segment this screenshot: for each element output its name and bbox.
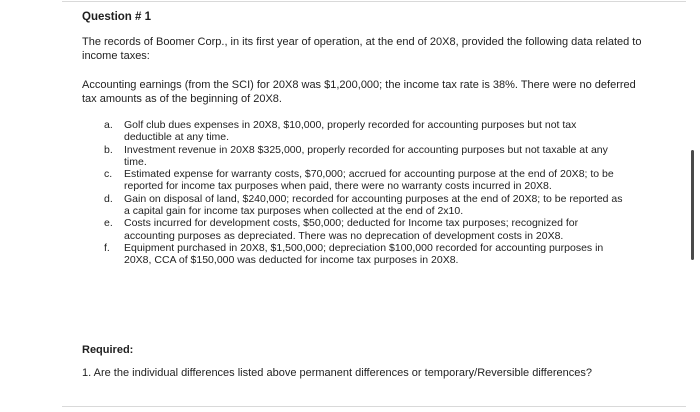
list-item-text: Gain on disposal of land, $240,000; recorded for accounting purposes at the end of 20X8; to be reported as a capital gain for income tax purposes when collected at the end of 2x10. xyxy=(124,192,623,218)
bottom-divider xyxy=(62,406,686,407)
list-item xyxy=(104,168,624,193)
question-title: Question # 1 xyxy=(82,11,152,23)
required-question: 1. Are the individual differences listed above permanent differences or temporary/Reversible differences? xyxy=(82,367,592,379)
list-item xyxy=(104,119,624,144)
list-item-text: Estimated expense for warranty costs, $70,000; accrued for accounting purpose at the end of 20X8; to be reported for income tax purposes when paid, there were no warranty costs incurred in 20X8. xyxy=(124,168,614,193)
list-item xyxy=(104,217,624,242)
list-marker: a. xyxy=(104,119,113,131)
list-item-text: Equipment purchased in 20X8, $1,500,000; depreciation $100,000 recorded for accounting purposes in 20X8, CCA of $150,000 was deducted for income tax purposes in 20X8. xyxy=(124,241,604,267)
list-item xyxy=(104,242,624,267)
top-divider xyxy=(62,1,686,2)
list-marker: b. xyxy=(104,143,113,156)
list-marker: e. xyxy=(104,217,113,230)
list-item-text: Investment revenue in 20X8 $325,000, properly recorded for accounting purposes but not taxable at any time. xyxy=(124,143,608,168)
list-marker: c. xyxy=(104,168,113,181)
context-paragraph: Accounting earnings (from the SCI) for 20X8 was $1,200,000; the income tax rate is 38%. There were no deferred tax amounts as of the beginning of 20X8. xyxy=(82,79,636,105)
intro-paragraph: The records of Boomer Corp., in its first year of operation, at the end of 20X8, provided the following data related to income taxes: xyxy=(82,36,642,62)
differences-list xyxy=(104,119,624,267)
scrollbar[interactable] xyxy=(691,150,694,260)
list-item-text: Golf club dues expenses in 20X8, $10,000, properly recorded for accounting purposes but not tax deductible at any time. xyxy=(124,119,577,144)
list-marker: f. xyxy=(104,241,110,254)
required-heading: Required: xyxy=(82,344,134,356)
list-marker: d. xyxy=(104,192,113,205)
list-item xyxy=(104,193,624,218)
list-item-text: Costs incurred for development costs, $50,000; deducted for Income tax purposes; recognized for accounting purposes as depreciated. There was no deprecation of development costs in 20X8. xyxy=(124,217,579,242)
list-item xyxy=(104,144,624,169)
